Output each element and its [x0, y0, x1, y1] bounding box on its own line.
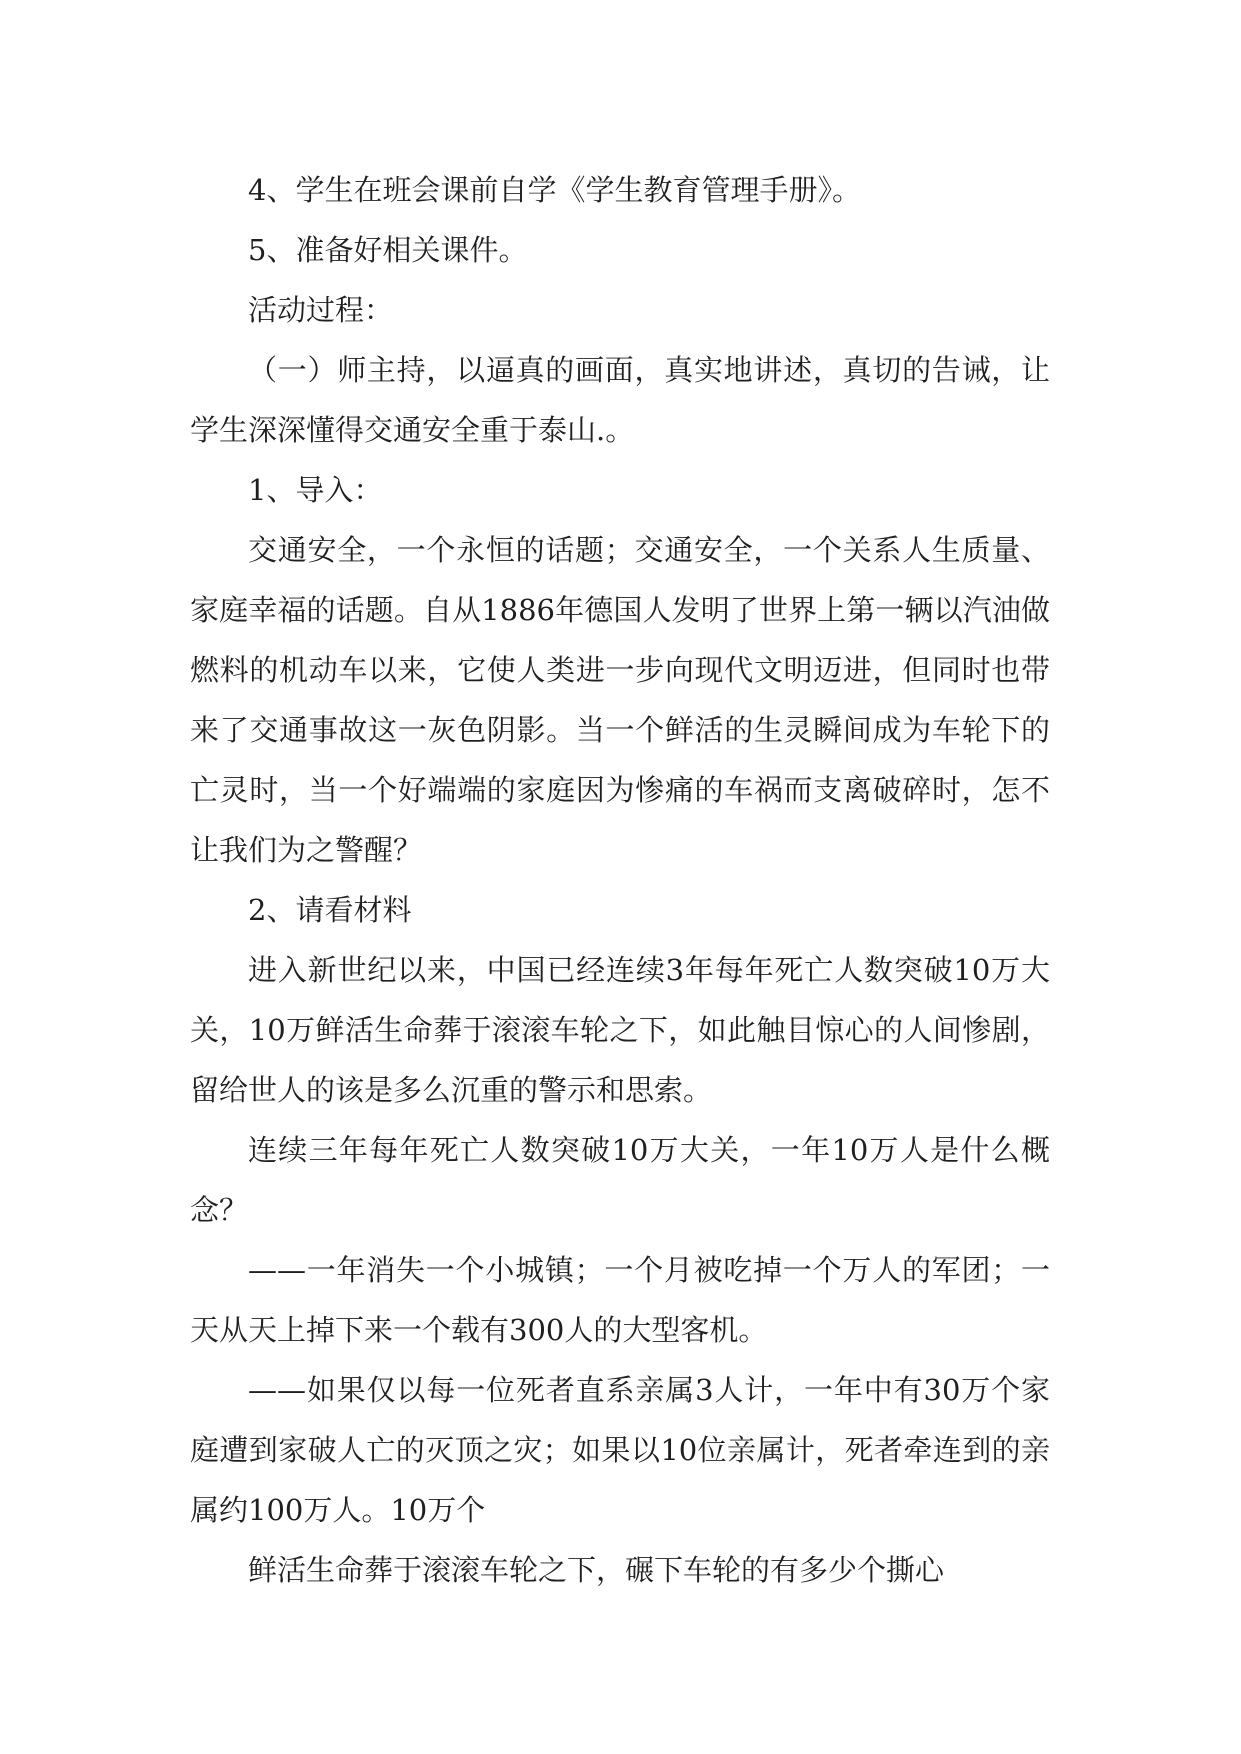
introduction-heading: 1、导入：: [248, 473, 383, 507]
paragraph-item-4: 4、学生在班会课前自学《学生教育管理手册》。: [248, 173, 861, 207]
materials-heading: 2、请看材料: [248, 893, 412, 927]
section-one-paragraph: （一）师主持，以逼真的画面，真实地讲述，真切的告诫，让学生深深懂得交通安全重于泰山.。: [190, 353, 1050, 447]
dash-paragraph-2: ——如果仅以每一位死者直系亲属3人计，一年中有30万个家庭遭到家破人亡的灭顶之灾；如果以10位亲属计，死者牵连到的亲属约100万人。10万个: [190, 1373, 1050, 1527]
materials-paragraph: 进入新世纪以来，中国已经连续3年每年死亡人数突破10万大关，10万鲜活生命葬于滚滚车轮之下，如此触目惊心的人间惨剧，留给世人的该是多么沉重的警示和思索。: [190, 953, 1050, 1107]
activity-process-heading: 活动过程：: [248, 293, 394, 327]
introduction-paragraph: 交通安全，一个永恒的话题；交通安全，一个关系人生质量、家庭幸福的话题。自从1886年德国人发明了世界上第一辆以汽油做燃料的机动车以来，它使人类进一步向现代文明迈进，但同时也带来了交通事故这一灰色阴影。当一个鲜活的生灵瞬间成为车轮下的亡灵时，当一个好端端的家庭因为惨痛的车祸而支离破碎时，怎不让我们为之警醒？: [190, 533, 1050, 867]
question-paragraph: 连续三年每年死亡人数突破10万大关，一年10万人是什么概念？: [190, 1133, 1050, 1227]
final-paragraph: 鲜活生命葬于滚滚车轮之下，碾下车轮的有多少个撕心: [248, 1553, 945, 1587]
dash-paragraph-1: ——一年消失一个小城镇；一个月被吃掉一个万人的军团；一天从天上掉下来一个载有300人的大型客机。: [190, 1253, 1050, 1347]
document-body: [190, 160, 1050, 1600]
paragraph-item-5: 5、准备好相关课件。: [248, 233, 528, 267]
